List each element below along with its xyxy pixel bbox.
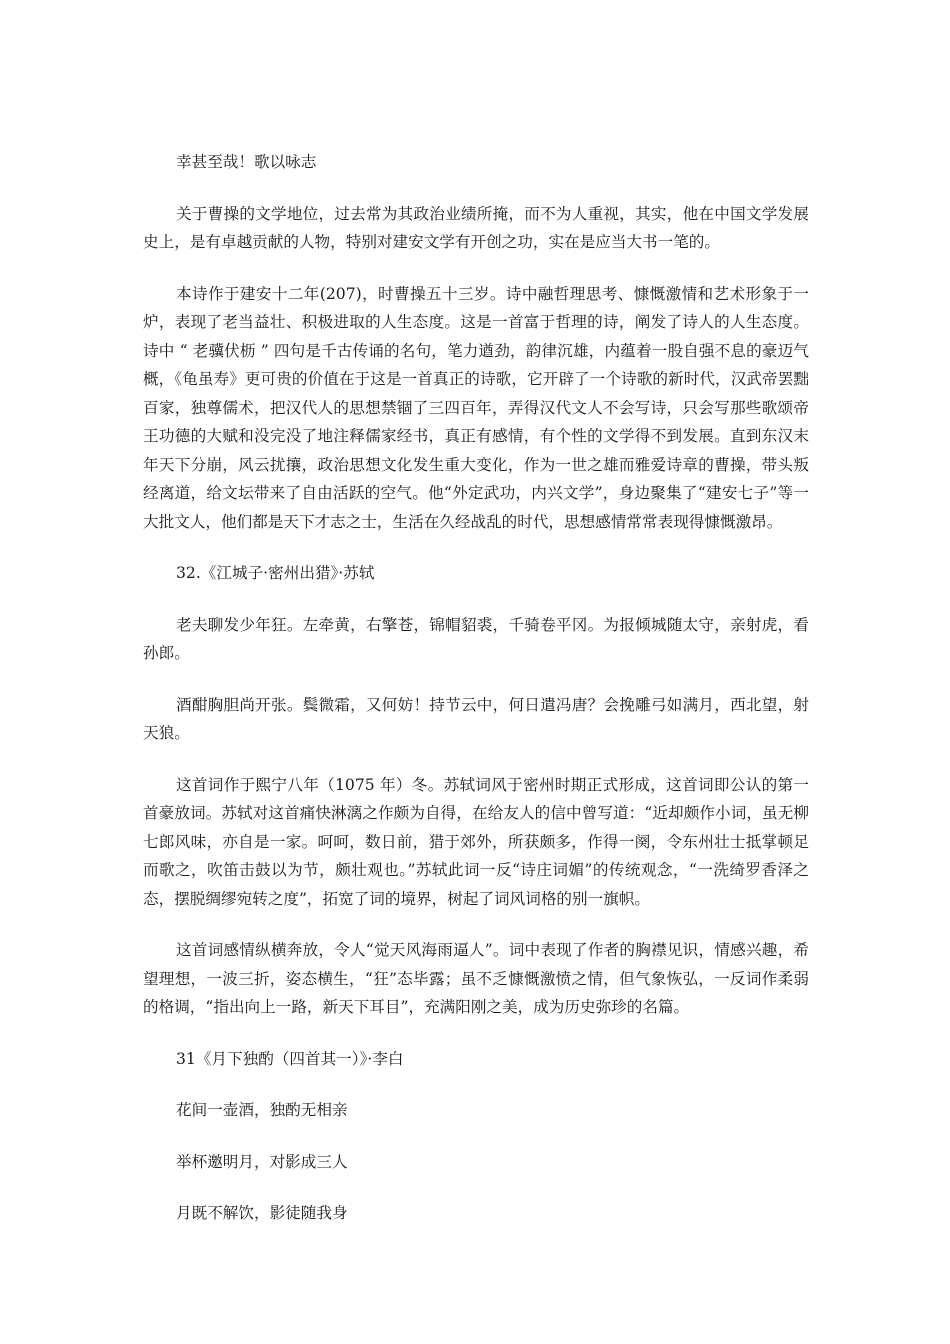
poem-stanza: 酒酣胸胆尚开张。鬓微霜，又何妨！持节云中，何日遣冯唐？会挽雕弓如满月，西北望，射天狼。 xyxy=(143,695,809,742)
section-heading: 31《月下独酌（四首其一）》·李白 xyxy=(176,1049,404,1068)
body-paragraph: 本诗作于建安十二年(207)，时曹操五十三岁。诗中融哲理思考、慷慨激情和艺术形象于一炉，表现了老当益壮、积极进取的人生态度。这是一首富于哲理的诗，阐发了诗人的人生态度。诗中 “ 老骥伏枥 ” 四句是千古传诵的名句，笔力遒劲，韵律沉雄，内蕴着一股自强不息的豪迈气概，《龟虽寿》更可贵的价值在于这是一首真正的诗歌，它开辟了一个诗歌的新时代，汉武帝罢黜百家，独尊儒术，把汉代人的思想禁锢了三四百年，弄得汉代文人不会写诗，只会写那些歌颂帝王功德的大赋和没完没了地注释儒家经书，真正有感情，有个性的文学得不到发展。直到东汉末年天下分崩，风云扰攘，政治思想文化发生重大变化，作为一世之雄而雅爱诗章的曹操，带头叛经离道，给文坛带来了自由活跃的空气。他“外定武功，内兴文学”，身边聚集了“建安七子”等一大批文人，他们都是天下才志之士，生活在久经战乱的时代，思想感情常常表现得慷慨激昂。 xyxy=(143,284,809,531)
body-paragraph: 这首词感情纵横奔放，令人“觉天风海雨逼人”。词中表现了作者的胸襟见识，情感兴趣，希望理想，一波三折，姿态横生，“狂”态毕露；虽不乏慷慨激愤之情，但气象恢弘，一反词作柔弱的格调，“指出向上一路，新天下耳目”，充满阳刚之美，成为历史弥珍的名篇。 xyxy=(143,941,809,1016)
poem-line: 月既不解饮，影徒随我身 xyxy=(176,1204,348,1222)
section-heading: 32.《江城子·密州出猎》·苏轼 xyxy=(176,564,375,582)
document-page xyxy=(143,148,809,1251)
poem-line: 举杯邀明月，对影成三人 xyxy=(176,1152,348,1171)
poem-line: 花间一壶酒，独酌无相亲 xyxy=(176,1101,348,1119)
body-paragraph: 关于曹操的文学地位，过去常为其政治业绩所掩，而不为人重视，其实，他在中国文学发展史上，是有卓越贡献的人物，特别对建安文学有开创之功，实在是应当大书一笔的。 xyxy=(143,204,809,251)
poem-line: 幸甚至哉！歌以咏志 xyxy=(176,153,317,171)
poem-stanza: 老夫聊发少年狂。左牵黄，右擎苍，锦帽貂裘，千骑卷平冈。为报倾城随太守，亲射虎，看孙郎。 xyxy=(143,615,809,662)
body-paragraph: 这首词作于熙宁八年（1075 年）冬。苏轼词风于密州时期正式形成，这首词即公认的第一首豪放词。苏轼对这首痛快淋漓之作颇为自得，在给友人的信中曾写道：“近却颇作小词，虽无柳七郎风味，亦自是一家。呵呵，数日前，猎于郊外，所获颇多，作得一阕，令东州壮士抵掌顿足而歌之，吹笛击鼓以为节，颇壮观也。”苏轼此词一反“诗庄词媚”的传统观念，“一洗绮罗香泽之态，摆脱绸缪宛转之度”，拓宽了词的境界，树起了词风词格的别一旗帜。 xyxy=(143,775,809,908)
